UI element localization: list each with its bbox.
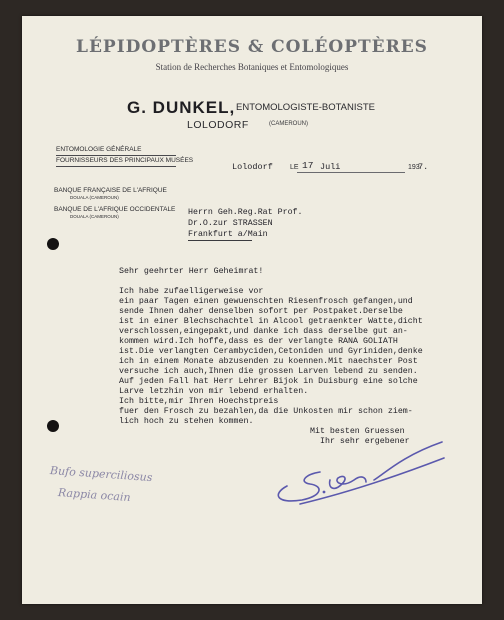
divider	[56, 155, 176, 156]
date-day: 17	[302, 160, 314, 171]
letter-line: kommen wird.Ich hoffe,dass es der verlangte RANA GOLIATH	[119, 337, 398, 346]
date-year-prefix: 193	[408, 164, 420, 171]
bank-2-location: DOUALA (CAMEROUN)	[70, 214, 119, 219]
letterhead-specialty: ENTOMOLOGIE GÉNÉRALE	[56, 146, 142, 153]
date-year-digit: 7.	[418, 162, 429, 172]
divider	[56, 166, 176, 167]
recipient-line-2: Dr.O.zur STRASSEN	[188, 219, 273, 228]
letter-line: ein paar Tagen einen gewuenschten Riesenfrosch gefangen,und	[119, 297, 413, 306]
letter-line: versuche ich auch,Ihnen die grossen Larven lebend zu senden.	[119, 367, 418, 376]
punch-hole-top	[47, 238, 59, 250]
punch-hole-bottom	[47, 420, 59, 432]
letter-line: fuer den Frosch zu bezahlen,da die Unkosten mir schon ziem-	[119, 407, 413, 416]
letter-line: ich in einem Monate abzusenden zu koennen.Mit naechster Post	[119, 357, 418, 366]
letterhead-title: LÉPIDOPTÈRES & COLÉOPTÈRES	[76, 37, 428, 57]
letterhead-name: G. DUNKEL,	[127, 98, 236, 117]
date-month: Juli	[320, 162, 341, 172]
date-le: LE	[290, 164, 299, 171]
letter-line: ist.Die verlangten Cerambyciden,Cetoniden und Gyriniden,denke	[119, 347, 423, 356]
bank-1: BANQUE FRANÇAISE DE L'AFRIQUE	[54, 187, 167, 194]
salutation: Sehr geehrter Herr Geheimrat!	[119, 267, 264, 276]
signature	[262, 434, 462, 514]
letter-line: Larve letzhin von mir lebend erhalten.	[119, 387, 309, 396]
letterhead-supplier: FOURNISSEURS DES PRINCIPAUX MUSÉES	[56, 157, 194, 164]
pencil-note-2: Rappia ocain	[57, 486, 131, 505]
letter-line: Ich bitte,mir Ihren Hoechstpreis	[119, 397, 279, 406]
bank-1-location: DOUALA (CAMEROUN)	[70, 195, 119, 200]
recipient-line-3: Frankfurt a/Main	[188, 230, 268, 239]
pencil-note-1: Bufo superciliosus	[49, 464, 153, 485]
letterhead-subtitle: Station de Recherches Botaniques et Entomologiques	[155, 62, 349, 72]
letterhead-city: LOLODORF	[187, 119, 249, 131]
letter-line: ist in einer Blechschachtel in Alcool getraenkter Watte,dicht	[119, 317, 423, 326]
letter-line: sende Ihnen daher denselben sofort per Postpaket.Derselbe	[119, 307, 403, 316]
bank-2: BANQUE DE L'AFRIQUE OCCIDENTALE	[54, 206, 176, 213]
letterhead-country: (CAMEROUN)	[269, 121, 308, 127]
letter-line: verschlossen,eingepakt,und danke ich dass derselbe gut an-	[119, 327, 408, 336]
letterhead-role: ENTOMOLOGISTE-BOTANISTE	[236, 102, 375, 113]
letter-page	[22, 16, 482, 604]
recipient-line-1: Herrn Geh.Reg.Rat Prof.	[188, 208, 303, 217]
date-place: Lolodorf	[232, 162, 273, 172]
closing-line-1: Mit besten Gruessen	[310, 427, 405, 436]
date-underline	[297, 172, 405, 173]
letter-line: lich hoch zu stehen kommen.	[119, 417, 254, 426]
letter-line: Ich habe zufaelligerweise vor	[119, 287, 264, 296]
letter-line: Auf jeden Fall hat Herr Lehrer Bijok in Duisburg eine solche	[119, 377, 418, 386]
recipient-underline	[188, 240, 252, 241]
closing-line-2: Ihr sehr ergebener	[320, 437, 410, 446]
